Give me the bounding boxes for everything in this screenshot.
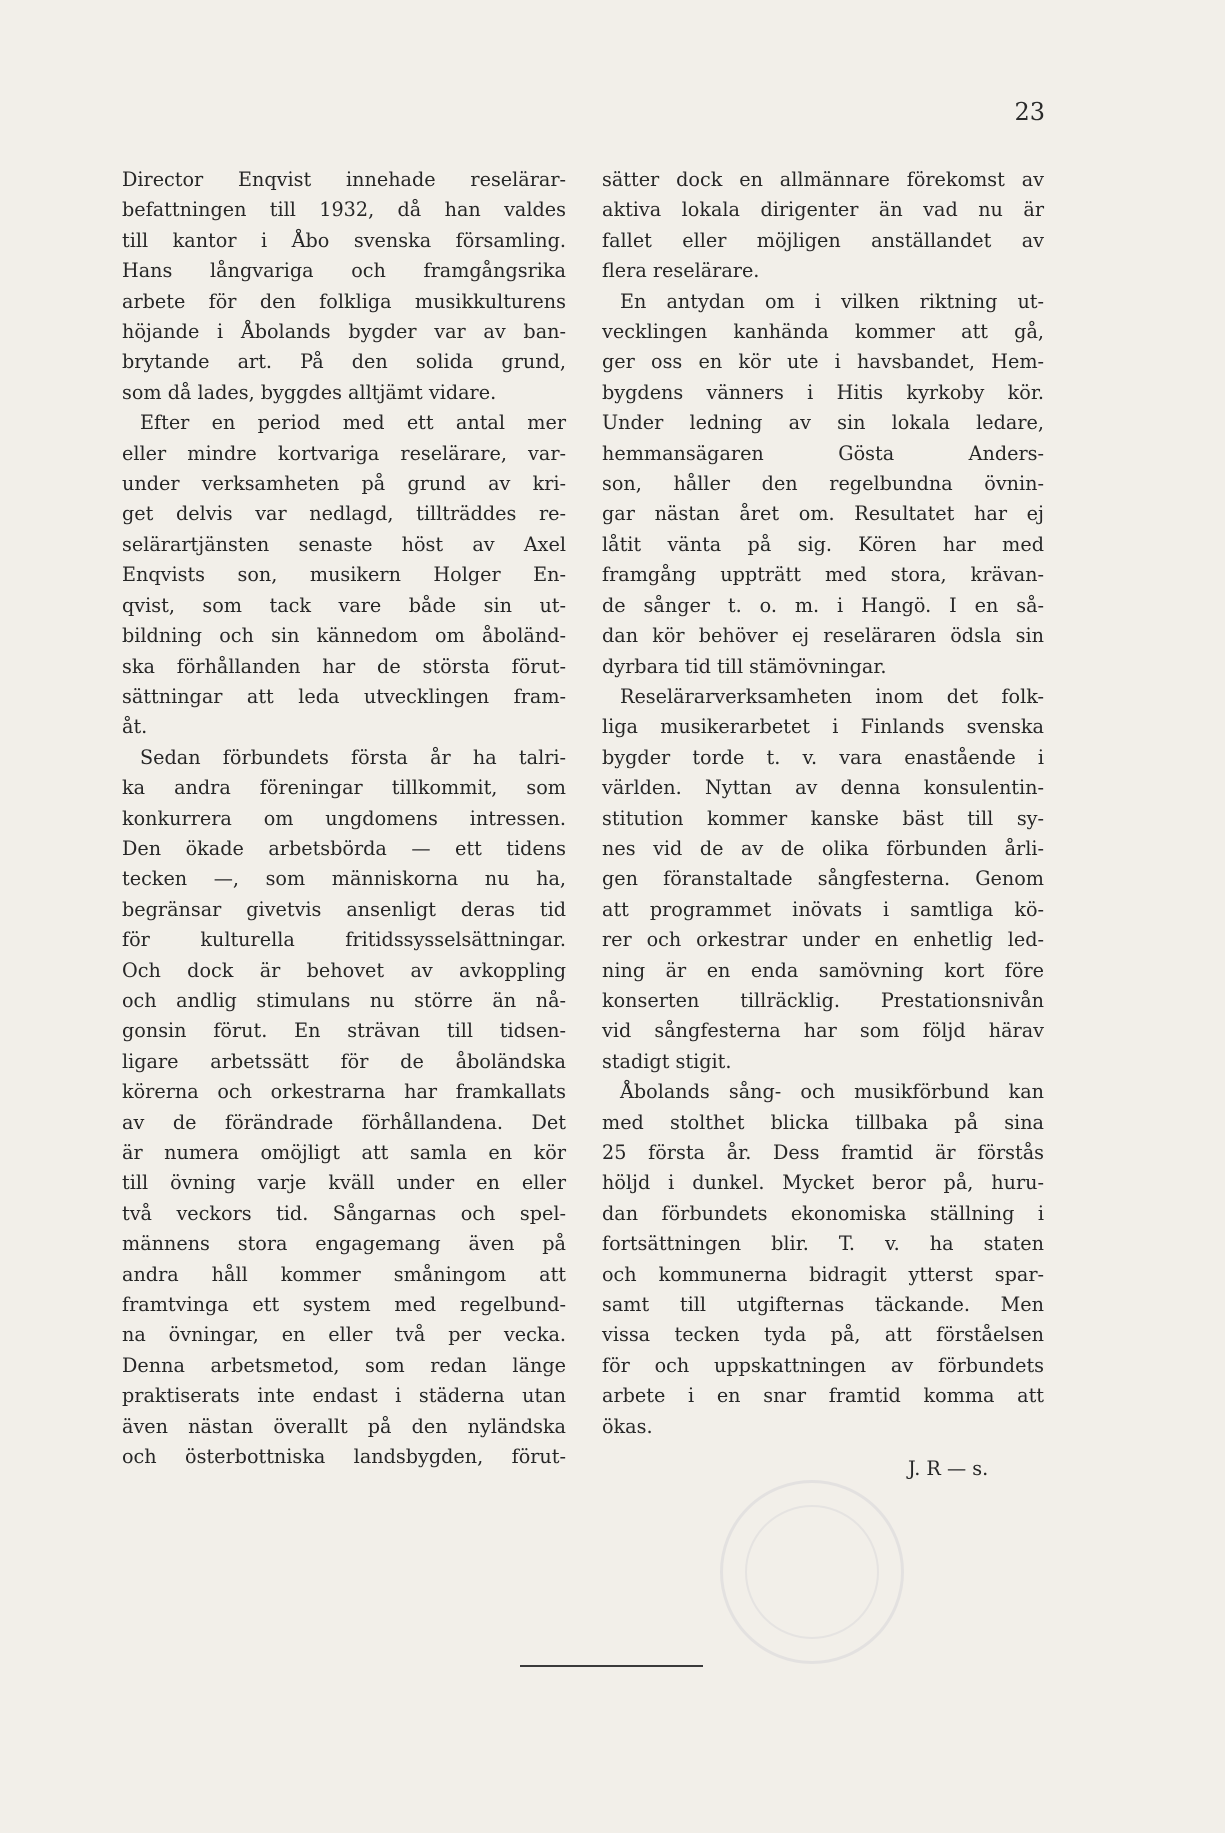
text-line: nes vid de av de olika förbunden årli- [602, 836, 1044, 860]
text-line: till kantor i Åbo svenska församling. [122, 228, 566, 252]
page-number: 23 [1014, 98, 1045, 126]
text-line: låtit vänta på sig. Kören har med [602, 532, 1044, 556]
text-line: fortsättningen blir. T. v. ha staten [602, 1232, 1044, 1256]
text-line: na övningar, en eller två per vecka. [122, 1323, 566, 1347]
text-line: liga musikerarbetet i Finlands svenska [602, 715, 1044, 739]
left-text-column [122, 165, 566, 1472]
text-line: Under ledning av sin lokala ledare, [602, 411, 1044, 435]
text-line: med stolthet blicka tillbaka på sina [602, 1110, 1044, 1134]
text-line: Och dock är behovet av avkoppling [122, 958, 566, 982]
text-line: under verksamheten på grund av kri- [122, 472, 566, 496]
text-line: världen. Nyttan av denna konsulentin- [602, 776, 1044, 800]
text-line: sättningar att leda utvecklingen fram- [122, 684, 566, 708]
text-line: är numera omöjligt att samla en kör [122, 1141, 566, 1164]
text-line: vissa tecken tyda på, att förståelsen [602, 1323, 1044, 1347]
text-line: begränsar givetvis ansenligt deras tid [122, 897, 566, 921]
text-line: fallet eller möjligen anställandet av [602, 228, 1044, 252]
text-line: dan förbundets ekonomiska ställning i [602, 1201, 1044, 1225]
text-line: ligare arbetssätt för de åboländska [122, 1049, 566, 1073]
text-line: och österbottniska landsbygden, förut- [122, 1445, 566, 1469]
text-line: praktiserats inte endast i städerna utan [122, 1384, 566, 1408]
text-line: sätter dock en allmännare förekomst av [602, 168, 1044, 191]
text-line: dan kör behöver ej reseläraren ödsla sin [602, 624, 1044, 648]
text-line: ger oss en kör ute i havsbandet, Hem- [602, 350, 1044, 374]
text-line: arbete för den folkliga musikkulturens [122, 289, 566, 313]
text-line: gonsin förut. En strävan till tidsen- [122, 1019, 566, 1043]
text-line: männens stora engagemang även på [122, 1232, 566, 1256]
text-line: av de förändrade förhållandena. Det [122, 1110, 566, 1134]
text-line: gen föranstaltade sångfesterna. Genom [602, 867, 1044, 891]
text-line: ska förhållanden har de största förut- [122, 654, 566, 678]
text-line: flera reselärare. [602, 259, 760, 283]
text-line: åt. [122, 715, 148, 739]
text-line: ökas. [602, 1414, 653, 1438]
text-line: de sånger t. o. m. i Hangö. I en så- [602, 593, 1044, 617]
text-line: bildning och sin kännedom om åboländ- [122, 624, 566, 648]
text-line: dyrbara tid till stämövningar. [602, 654, 887, 678]
text-line: rer och orkestrar under en enhetlig led- [602, 928, 1044, 952]
text-line: eller mindre kortvariga reselärare, var- [122, 441, 566, 465]
text-line: tecken —, som människorna nu ha, [122, 867, 566, 891]
text-line: bygder torde t. v. vara enastående i [602, 745, 1044, 769]
text-line: 25 första år. Dess framtid är förstås [602, 1141, 1044, 1164]
text-line: Sedan förbundets första år ha talri- [140, 745, 566, 769]
text-line: och andlig stimulans nu större än nå- [122, 988, 566, 1012]
text-line: son, håller den regelbundna övnin- [602, 472, 1044, 496]
text-line: selärartjänsten senaste höst av Axel [122, 532, 566, 556]
text-line: Efter en period med ett antal mer [140, 411, 566, 435]
text-line: Åbolands sång- och musikförbund kan [620, 1080, 1044, 1104]
text-line: att programmet inövats i samtliga kö- [602, 897, 1044, 921]
text-line: andra håll kommer småningom att [122, 1262, 566, 1286]
right-column-lines [602, 165, 1044, 1442]
text-line: stitution kommer kanske bäst till sy- [602, 806, 1044, 830]
text-line: arbete i en snar framtid komma att [602, 1384, 1044, 1408]
text-line: konkurrera om ungdomens intressen. [122, 806, 566, 830]
text-line: Den ökade arbetsbörda — ett tidens [122, 836, 566, 860]
text-line: En antydan om i vilken riktning ut- [620, 289, 1044, 313]
text-line: till övning varje kväll under en eller [122, 1171, 566, 1195]
text-line: gar nästan året om. Resultatet har ej [602, 502, 1044, 526]
text-line: vid sångfesterna har som följd härav [602, 1019, 1044, 1043]
text-line: ka andra föreningar tillkommit, som [122, 776, 566, 800]
text-line: som då lades, byggdes alltjämt vidare. [122, 380, 497, 404]
text-line: för och uppskattningen av förbundets [602, 1353, 1044, 1377]
text-line: samt till utgifternas täckande. Men [602, 1293, 1044, 1317]
text-line: befattningen till 1932, då han valdes [122, 198, 566, 222]
text-line: hemmansägaren Gösta Anders- [602, 441, 1044, 465]
text-line: aktiva lokala dirigenter än vad nu är [602, 198, 1044, 222]
text-line: två veckors tid. Sångarnas och spel- [122, 1201, 566, 1225]
right-text-column [602, 165, 1044, 1484]
author-signature: J. R — s. [908, 1457, 989, 1481]
closing-rule [520, 1665, 703, 1667]
text-line: för kulturella fritidssysselsättningar. [122, 928, 566, 952]
text-line: ning är en enda samövning kort före [602, 958, 1044, 982]
text-line: körerna och orkestrarna har framkallats [122, 1080, 566, 1104]
text-line: stadigt stigit. [602, 1049, 732, 1073]
text-line: även nästan överallt på den nyländska [122, 1414, 566, 1438]
text-line: höljd i dunkel. Mycket beror på, huru- [602, 1171, 1044, 1195]
faded-library-stamp [720, 1480, 904, 1664]
text-line: get delvis var nedlagd, tillträddes re- [122, 502, 566, 526]
text-line: brytande art. På den solida grund, [122, 350, 566, 374]
text-line: Reselärarverksamheten inom det folk- [620, 684, 1044, 708]
text-line: konserten tillräcklig. Prestationsnivån [602, 988, 1044, 1012]
text-line: Enqvists son, musikern Holger En- [122, 563, 566, 587]
stamp-inner-ring [745, 1505, 879, 1639]
text-line: Hans långvariga och framgångsrika [122, 259, 566, 283]
text-line: bygdens vänners i Hitis kyrkoby kör. [602, 380, 1044, 404]
text-line: höjande i Åbolands bygder var av ban- [122, 320, 566, 344]
text-line: vecklingen kanhända kommer att gå, [602, 320, 1044, 344]
text-line: Denna arbetsmetod, som redan länge [122, 1353, 566, 1377]
text-line: framtvinga ett system med regelbund- [122, 1293, 566, 1317]
text-line: framgång uppträtt med stora, krävan- [602, 563, 1044, 587]
text-line: Director Enqvist innehade reselärar- [122, 168, 566, 191]
text-line: och kommunerna bidragit ytterst spar- [602, 1262, 1044, 1286]
text-line: qvist, som tack vare både sin ut- [122, 593, 566, 617]
